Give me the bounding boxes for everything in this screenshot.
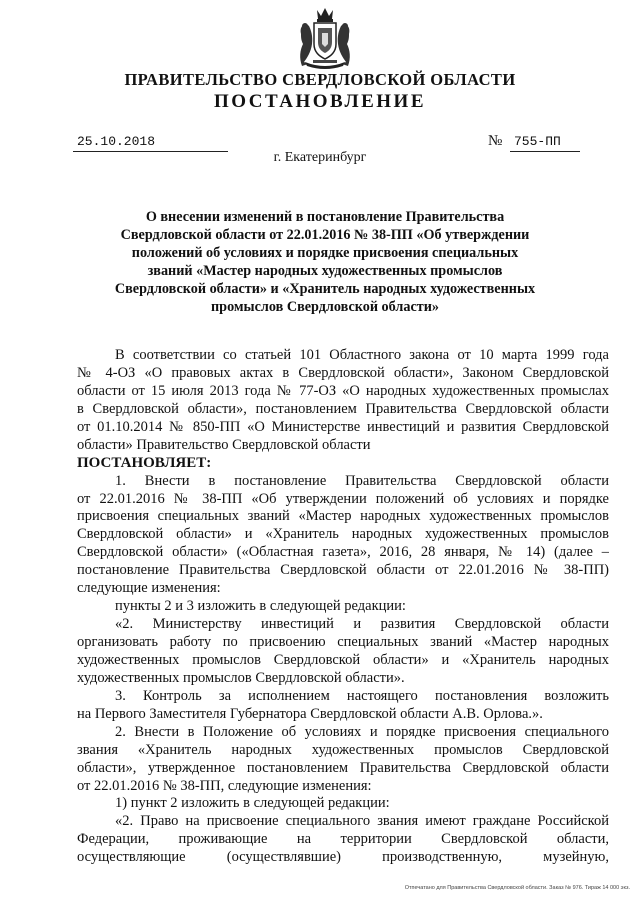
subject-line: званий «Мастер народных художественных промыслов (147, 262, 503, 279)
document-date: 25.10.2018 (77, 134, 156, 149)
body-line: от 01.10.2014 № 850-ПП «О Министерстве инвестиций и развития Свердловской (77, 418, 609, 435)
body-line: области» Правительство Свердловской области (77, 436, 371, 453)
body-line: В соответствии со статьей 101 Областного закона от 10 марта 1999 года (115, 347, 609, 363)
body-line: звания «Хранитель народных художественных промыслов Свердловской (77, 741, 609, 758)
body-line: 1) пункт 2 изложить в следующей редакции: (115, 795, 390, 812)
body-line: в Свердловской области», постановлением Правительства Свердловской области (77, 400, 609, 417)
body-line: художественных промыслов Свердловской области». (77, 669, 405, 686)
coat-of-arms-emblem (295, 6, 355, 70)
body-line: 3. Контроль за исполнением настоящего постановления возложить (115, 687, 609, 704)
body-line: от 22.01.2016 № 38-ПП, следующие изменения: (77, 777, 372, 794)
document-type-title: ПОСТАНОВЛЕНИЕ (213, 91, 427, 112)
issuing-city: г. Екатеринбург (273, 150, 367, 165)
document-number: 755-ПП (514, 134, 561, 149)
body-line: присвоения специальных званий «Мастер народных художественных промыслов (77, 508, 609, 525)
body-line: от 22.01.2016 № 38-ПП «Об утверждении положений об условиях и порядке (77, 490, 609, 507)
body-line: 2. Внести в Положение об условиях и порядке присвоения специального (115, 723, 609, 740)
body-line: пункты 2 и 3 изложить в следующей редакции: (115, 598, 406, 615)
government-title: ПРАВИТЕЛЬСТВО СВЕРДЛОВСКОЙ ОБЛАСТИ (124, 70, 516, 89)
body-line: постановление Правительства Свердловской области от 22.01.2016 № 38-ПП) (77, 562, 609, 579)
subject-line: промыслов Свердловской области» (211, 298, 439, 315)
subject-line: положений об условиях и порядке присвоения специальных (131, 244, 519, 261)
resolves-heading: ПОСТАНОВЛЯЕТ: (77, 454, 212, 471)
body-line: на Первого Заместителя Губернатора Свердловской области А.В. Орлова.». (77, 705, 543, 722)
body-line: 1. Внести в постановление Правительства Свердловской области (115, 472, 609, 489)
body-line: области», утвержденное постановлением Правительства Свердловской области (77, 759, 609, 776)
body-line: области от 15 июля 2013 года № 77-ОЗ «О народных художественных промыслах (77, 382, 609, 399)
body-line: организовать работу по присвоению специальных званий «Мастер народных (77, 634, 609, 650)
document-body (77, 347, 609, 867)
body-line: «2. Министерству инвестиций и развития Свердловской области (115, 616, 609, 633)
body-line: художественных промыслов Свердловской области» и «Хранитель народных (77, 651, 609, 668)
subject-line: Свердловской области от 22.01.2016 № 38-ПП «Об утверждении (120, 226, 530, 243)
subject-line: Свердловской области» и «Хранитель народных художественных (114, 280, 536, 297)
body-line: «2. Право на присвоение специального звания имеют граждане Российской (115, 813, 609, 830)
document-subject (95, 209, 555, 316)
number-sign: № (488, 133, 503, 149)
subject-line: О внесении изменений в постановление Правительства (145, 209, 505, 225)
print-note: Отпечатано для Правительства Свердловской области. Заказ № 976. Тираж 14 000 экз. (404, 885, 630, 891)
body-line: Свердловской области» («Областная газета», 2016, 28 января, № 14) (далее – (77, 544, 609, 561)
body-line: Федерации, проживающие на территории Свердловской области, (77, 831, 609, 848)
body-line: осуществляющие (осуществлявшие) производственную, музейную, (77, 849, 609, 866)
body-line: следующие изменения: (77, 580, 221, 597)
body-line: Свердловской области» и «Хранитель народных художественных промыслов (77, 526, 609, 543)
body-line: № 4-ОЗ «О правовых актах в Свердловской области», Законом Свердловской (77, 364, 609, 381)
